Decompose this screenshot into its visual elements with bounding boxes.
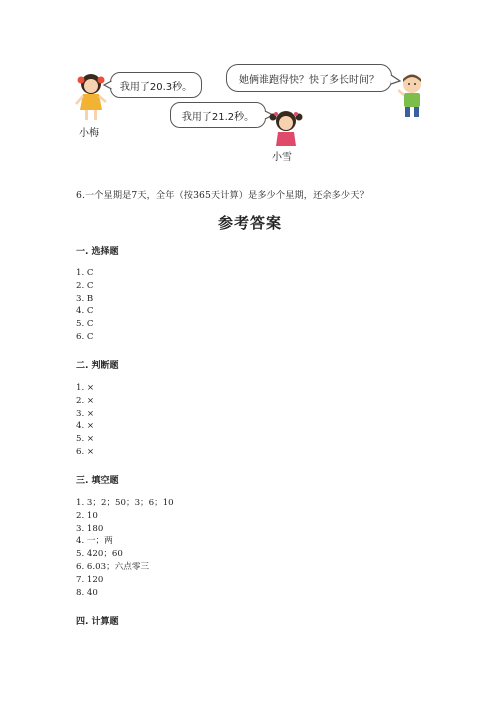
- answer-item: 7. 120: [76, 574, 104, 585]
- answer-item: 8. 40: [76, 587, 98, 598]
- girl-xiaoxue-illustration: [268, 108, 304, 148]
- section-heading-choice: 一. 选择题: [76, 247, 119, 257]
- answer-item: 6. ×: [76, 446, 95, 457]
- answer-item: 4. 一；两: [76, 536, 113, 547]
- section-heading-judgment: 二. 判断题: [76, 361, 119, 371]
- answer-item: 6. 6.03；六点零三: [76, 561, 150, 572]
- question-6: 6.一个星期是7天，全年（按365天计算）是多少个星期，还余多少天？: [76, 190, 369, 201]
- answer-item: 3. 180: [76, 523, 104, 534]
- bubble-xiaoxue-text: 我用了21.2秒。: [181, 111, 255, 123]
- name-xiaoxue: 小雪: [272, 152, 292, 163]
- answer-item: 4. ×: [76, 421, 95, 432]
- speech-bubble-question: [226, 64, 392, 92]
- section-heading-calculation: 四. 计算题: [76, 617, 119, 627]
- answer-item: 4. C: [76, 306, 94, 317]
- answer-item: 1. 3；2；50；3；6；10: [76, 498, 174, 508]
- answer-list-fill: [76, 497, 174, 599]
- answer-item: 1. C: [76, 268, 94, 278]
- boy-illustration: [398, 72, 426, 122]
- bubble-meimei-text: 我用了20.3秒。: [119, 81, 193, 93]
- bubble-tail-meimei: [103, 80, 112, 90]
- answer-item: 1. ×: [76, 383, 95, 393]
- answer-item: 2. 10: [76, 510, 98, 521]
- answer-title: 参考答案: [217, 214, 282, 232]
- bubble-question-text: 她俩谁跑得快？快了多长时间？: [239, 74, 379, 86]
- answer-list-judgment: [76, 382, 94, 459]
- answer-item: 5. 420；60: [76, 549, 123, 560]
- answer-item: 6. C: [76, 331, 94, 342]
- name-meimei: 小梅: [79, 128, 99, 139]
- section-heading-fill: 三. 填空题: [76, 476, 119, 486]
- speech-bubble-meimei: [110, 72, 202, 98]
- answer-item: 2. C: [76, 280, 94, 291]
- answer-item: 2. ×: [76, 395, 95, 406]
- answer-item: 3. ×: [76, 408, 95, 419]
- answer-item: 3. B: [76, 293, 94, 304]
- answer-list-choice: [76, 267, 94, 344]
- answer-item: 5. ×: [76, 434, 95, 445]
- speech-bubble-xiaoxue: [170, 102, 266, 128]
- answer-item: 5. C: [76, 319, 94, 330]
